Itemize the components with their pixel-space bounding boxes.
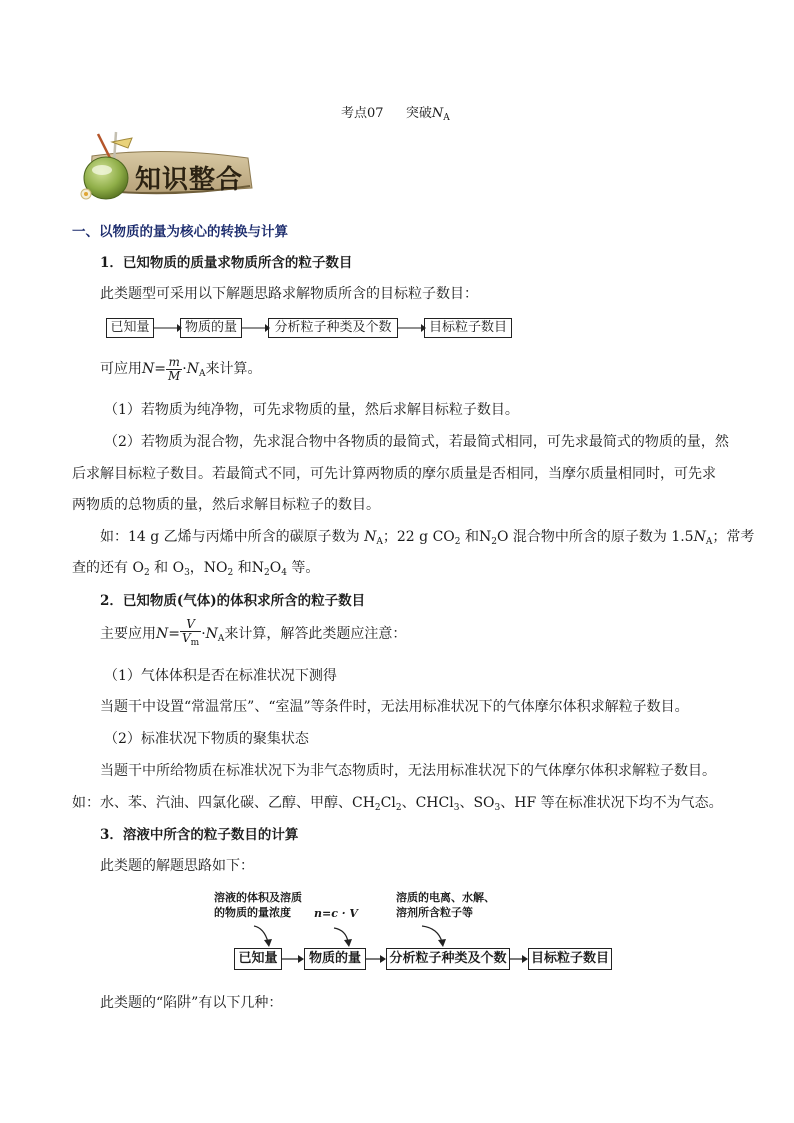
flow2-box-known: 已知量 bbox=[234, 948, 282, 970]
flow2-box-target: 目标粒子数目 bbox=[528, 948, 612, 970]
page-title: 考点07 突破$N_A$ bbox=[341, 106, 450, 123]
flow2-note-particles: 溶质的电离、水解、 溶剂所含粒子等 bbox=[396, 891, 495, 919]
title-main: 突破 bbox=[405, 106, 432, 121]
fraction-V-over-Vm: $\frac{V}{V_m}$ bbox=[181, 617, 200, 648]
sub1-intro: 此类题型可采用以下解题思路求解物质所含的目标粒子数目： bbox=[100, 286, 478, 302]
sub3-intro: 此类题的解题思路如下： bbox=[100, 858, 254, 874]
subheading-2: 2．已知物质(气体)的体积求所含的粒子数目 bbox=[100, 593, 366, 609]
flow-diagram-2 bbox=[212, 884, 612, 974]
sub2-point-2: 当题干中设置“常温常压”、“室温”等条件时，无法用标准状况下的气体摩尔体积求解粒子数目。 bbox=[100, 699, 689, 715]
flow1-box-target: 目标粒子数目 bbox=[424, 318, 512, 338]
sub1-example-b: 查的还有 $O_2$ 和 $O_3$，$NO_2$ 和$N_2O_4$ 等。 bbox=[72, 560, 320, 578]
sub3-trap-intro: 此类题的“陷阱”有以下几种： bbox=[100, 995, 283, 1011]
subheading-3: 3．溶液中所含的粒子数目的计算 bbox=[100, 827, 299, 843]
flow-diagram-1 bbox=[106, 318, 516, 340]
flow2-box-analyze: 分析粒子种类及个数 bbox=[386, 948, 510, 970]
flow1-arrows bbox=[106, 318, 516, 340]
flow1-box-moles: 物质的量 bbox=[180, 318, 242, 338]
sub2-point-1: （1）气体体积是否在标准状况下测得 bbox=[104, 668, 337, 684]
section-banner bbox=[72, 128, 254, 204]
section-heading-1: 一、以物质的量为核心的转换与计算 bbox=[72, 224, 288, 240]
sub2-point-5: 如：水、苯、汽油、四氯化碳、乙醇、甲醇、$CH_2Cl_2$、CHCl$_3$、$SO_3$、HF 等在标准状况下均不为气态。 bbox=[72, 795, 723, 813]
flow1-box-analyze: 分析粒子种类及个数 bbox=[268, 318, 398, 338]
formula-2: 主要应用N= $\frac{V}{V_m}$ $\cdot N_A$来计算，解答此类题应注意： bbox=[100, 617, 407, 648]
formula-1: 可应用N= $\frac{m}{M}$ $\cdot N_A$来计算。 bbox=[100, 354, 262, 383]
title-prefix: 考点07 bbox=[341, 106, 384, 121]
sub1-point-1: （1）若物质为纯净物，可先求物质的量，然后求解目标粒子数目。 bbox=[104, 402, 519, 418]
na-symbol: N bbox=[431, 106, 444, 121]
sub1-example-a: 如：14 g 乙烯与丙烯中所含的碳原子数为 $N_A$；22 g $CO_2$ 和$N_2O$ 混合物中所含的原子数为 $1.5N_A$；常考 bbox=[100, 529, 755, 547]
sub1-point-2b: 后求解目标粒子数目。若最简式不同，可先计算两物质的摩尔质量是否相同，当摩尔质量相同时，可先求 bbox=[72, 466, 716, 482]
sub1-point-2c: 两物质的总物质的量，然后求解目标粒子的数目。 bbox=[72, 497, 380, 513]
sub1-point-2a: （2）若物质为混合物，先求混合物中各物质的最简式，若最简式相同，可先求最简式的物质的量，然 bbox=[104, 434, 729, 450]
subheading-1: 1．已知物质的质量求物质所含的粒子数目 bbox=[100, 255, 353, 271]
sub2-point-4: 当题干中所给物质在标准状况下为非气态物质时，无法用标准状况下的气体摩尔体积求解粒子数目。 bbox=[100, 763, 716, 779]
flow2-box-moles: 物质的量 bbox=[304, 948, 366, 970]
sub2-point-3: （2）标准状况下物质的聚集状态 bbox=[104, 731, 309, 747]
flow1-box-known: 已知量 bbox=[106, 318, 154, 338]
flow2-note-known: 溶液的体积及溶质 的物质的量浓度 bbox=[214, 891, 302, 919]
flow2-note-formula: n=c · V bbox=[314, 907, 358, 920]
banner-text: 知识整合 bbox=[135, 165, 244, 195]
fraction-m-over-M: $\frac{m}{M}$ bbox=[167, 354, 181, 383]
